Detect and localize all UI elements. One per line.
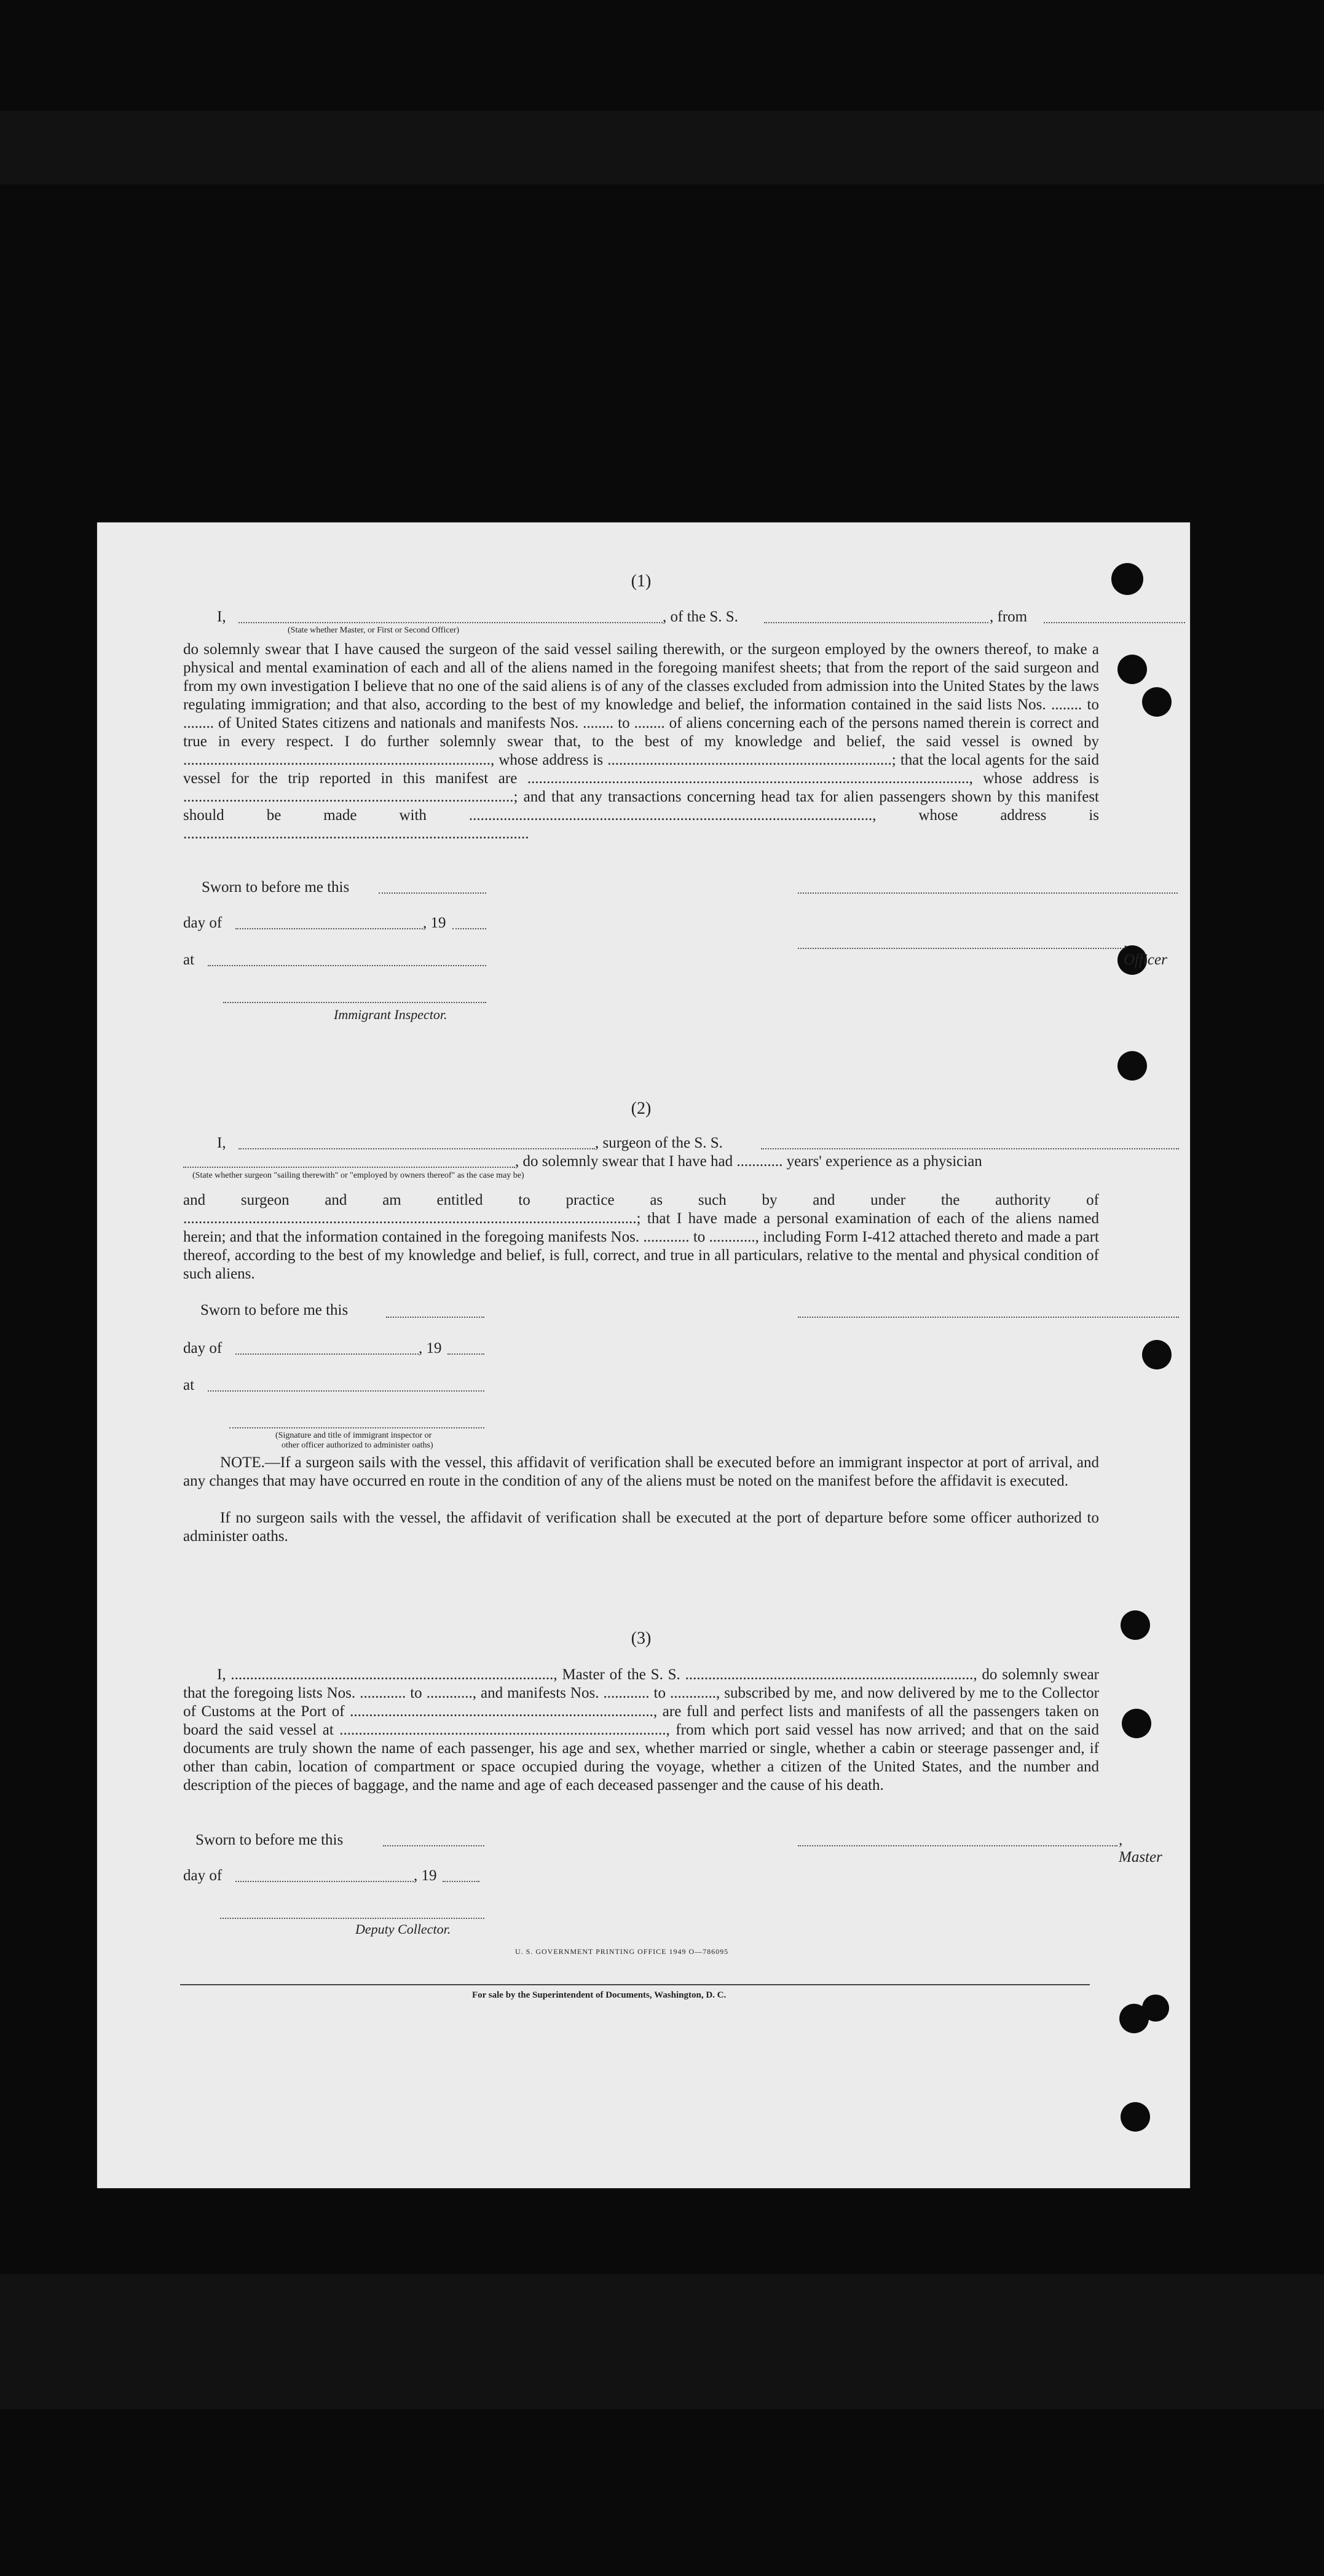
s2-state-note: (State whether surgeon "sailing therewith" or "employed by owners thereof" as the case may be) (192, 1171, 524, 1180)
s3-collector-signature-blank[interactable] (220, 1916, 484, 1919)
s2-ship-blank[interactable] (761, 1147, 1179, 1149)
s2-capacity-blank[interactable] (183, 1165, 515, 1168)
s1-ship-blank[interactable] (764, 621, 988, 623)
s2-at-label: at (183, 1377, 195, 1393)
punch-hole (1142, 1995, 1169, 2022)
s3-paragraph: I, ...................................................................................., Master of the S. S. ..........................................................................., do solemnly swear that the foregoing lists Nos. ............ to ............, and manifests Nos. ............ to ............, subscribed by me, and now delivered by me to the Collector of Customs at the Port of ..............................................................................., are full and perfect lists and manifests of all the passengers taken on board the said vessel at ....................................................................................., from which port said vessel has now arrived; and that on the said documents are truly shown the name of each passenger, his age and sex, whether married or single, whether a cabin or steerage passenger and, if other than cabin, location of compartment or space occupied during the voyage, whether a citizen of the United States, and the number and description of the pieces of baggage, and the name and age of each deceased passenger and the cause of his death. (183, 1666, 1099, 1794)
punch-hole (1122, 1709, 1151, 1738)
s3-year-blank[interactable] (443, 1880, 479, 1882)
s2-year-blank[interactable] (447, 1352, 484, 1355)
sale-line: For sale by the Superintendent of Documents, Washington, D. C. (472, 1990, 727, 2000)
s2-note-1 (183, 1454, 1099, 1491)
s2-at-blank[interactable] (208, 1389, 484, 1392)
s2-sworn-label: Sworn to before me this (200, 1302, 349, 1318)
scan-band-bottom (0, 2274, 1324, 2409)
s1-paragraph: do solemnly swear that I have caused the surgeon of the said vessel sailing therewith, or the surgeon employed by the owners thereof, to make a physical and mental examination of each and all of the aliens named in the foregoing manifest sheets; that from the report of the said surgeon and from my own investigation I believe that no one of the said aliens is of any of the classes excluded from admission into the United States by the laws regulating immigration; and that also, according to the best of my knowledge and belief, the information contained in the said lists Nos. ........ to ........ of United States citizens and nationals and manifests Nos. ........ to ........ of aliens concerning each of the persons named therein is correct and true in every respect. I do further solemnly swear that, to the best of my knowledge and belief, the said vessel is owned by ................................................................................, whose address is ..........................................................................; that the local agents for the said vessel for the trip reported in this manifest are ..................................................................................................................., whose address is ......................................................................................; and that any transactions concerning head tax for alien passengers shown by this manifest should be made with ........................................................................................................., whose address is .......................................................................................... (183, 641, 1099, 842)
s1-ss-label: , of the S. S. (663, 609, 738, 625)
s1-day-label: day of (183, 915, 223, 931)
footer-rule (180, 1984, 1090, 1985)
s1-officer-blank[interactable] (798, 947, 1124, 949)
s1-at-label: at (183, 951, 195, 968)
s1-state-note: (State whether Master, or First or Second Officer) (288, 626, 460, 635)
s1-at-blank[interactable] (208, 964, 486, 966)
punch-hole (1142, 687, 1172, 717)
s1-officer-signature-blank[interactable] (798, 891, 1178, 894)
s1-name-blank[interactable] (238, 621, 663, 623)
s2-paragraph: and surgeon and am entitled to practice as such by and under the authority of ......................................................................................................................; that I have made a personal examination of each of the aliens named herein; and that the information contained in the foregoing manifests Nos. ............ to ............, including Form I-412 attached thereto and made a part thereof, according to the best of my knowledge and belief, is full, correct, and true in all particulars, relative to the mental and physical condition of such aliens. (183, 1192, 1099, 1282)
s3-master-label: , Master (1119, 1832, 1162, 1865)
s3-sworn-label: Sworn to before me this (195, 1832, 344, 1848)
s2-inspector-signature-blank[interactable] (229, 1426, 484, 1428)
s3-master-signature-blank[interactable] (798, 1844, 1117, 1846)
s2-name-blank[interactable] (238, 1147, 595, 1149)
section-3-number: (3) (631, 1629, 652, 1648)
s2-note-1-text: NOTE.—If a surgeon sails with the vessel, this affidavit of verification shall be executed before an immigrant inspector at port of arrival, and any changes that may have occurred en route in the condition of any of the aliens must be noted on the manifest before the affidavit is executed. (183, 1454, 1099, 1489)
s1-i-label: I, (217, 609, 226, 625)
s1-year-blank[interactable] (452, 927, 486, 929)
s2-note-2-text: If no surgeon sails with the vessel, the affidavit of verification shall be executed at the port of departure before some officer authorized to administer oaths. (183, 1510, 1099, 1545)
punch-hole (1117, 655, 1147, 684)
s3-day-blank[interactable] (235, 1880, 414, 1882)
s1-day-blank[interactable] (235, 927, 423, 929)
s1-sworn-blank[interactable] (379, 891, 486, 894)
s1-year-label: , 19 (423, 915, 446, 931)
s2-line2: , do solemnly swear that I have had ............ years' experience as a physician (515, 1153, 982, 1170)
s1-inspector-label: Immigrant Inspector. (334, 1007, 447, 1022)
s2-surgeon-label: , surgeon of the S. S. (595, 1135, 723, 1151)
manifest-form-sheet (97, 522, 1190, 2188)
s2-sworn-blank[interactable] (386, 1315, 484, 1318)
s3-sworn-blank[interactable] (383, 1844, 484, 1846)
punch-hole (1142, 1340, 1172, 1369)
s2-sig-note-2: other officer authorized to administer oaths) (282, 1441, 433, 1450)
s2-day-blank[interactable] (235, 1352, 419, 1355)
s2-sig-note-1: (Signature and title of immigrant inspector or (275, 1431, 432, 1440)
punch-hole (1121, 1610, 1150, 1640)
s2-surgeon-signature-blank[interactable] (798, 1315, 1179, 1318)
print-office-line: U. S. GOVERNMENT PRINTING OFFICE 1949 O—786095 (515, 1947, 729, 1956)
section-1-number: (1) (631, 572, 652, 591)
s1-from-blank[interactable] (1044, 621, 1185, 623)
s1-sworn-label: Sworn to before me this (202, 879, 350, 896)
s2-year-label: , 19 (419, 1340, 442, 1357)
punch-hole (1117, 1051, 1147, 1081)
punch-hole (1111, 563, 1143, 595)
s2-i-label: I, (217, 1135, 226, 1151)
s3-day-label: day of (183, 1867, 223, 1884)
scan-band-top (0, 111, 1324, 184)
s1-officer-label: , Officer (1124, 934, 1167, 968)
s1-from-label: , from (990, 609, 1028, 625)
s3-year-label: , 19 (414, 1867, 437, 1884)
s2-note-2 (183, 1509, 1099, 1546)
punch-hole (1121, 2102, 1150, 2132)
s3-collector-label: Deputy Collector. (355, 1921, 451, 1937)
section-2-number: (2) (631, 1099, 652, 1118)
s1-inspector-signature-blank[interactable] (223, 1001, 486, 1003)
s2-day-label: day of (183, 1340, 223, 1357)
